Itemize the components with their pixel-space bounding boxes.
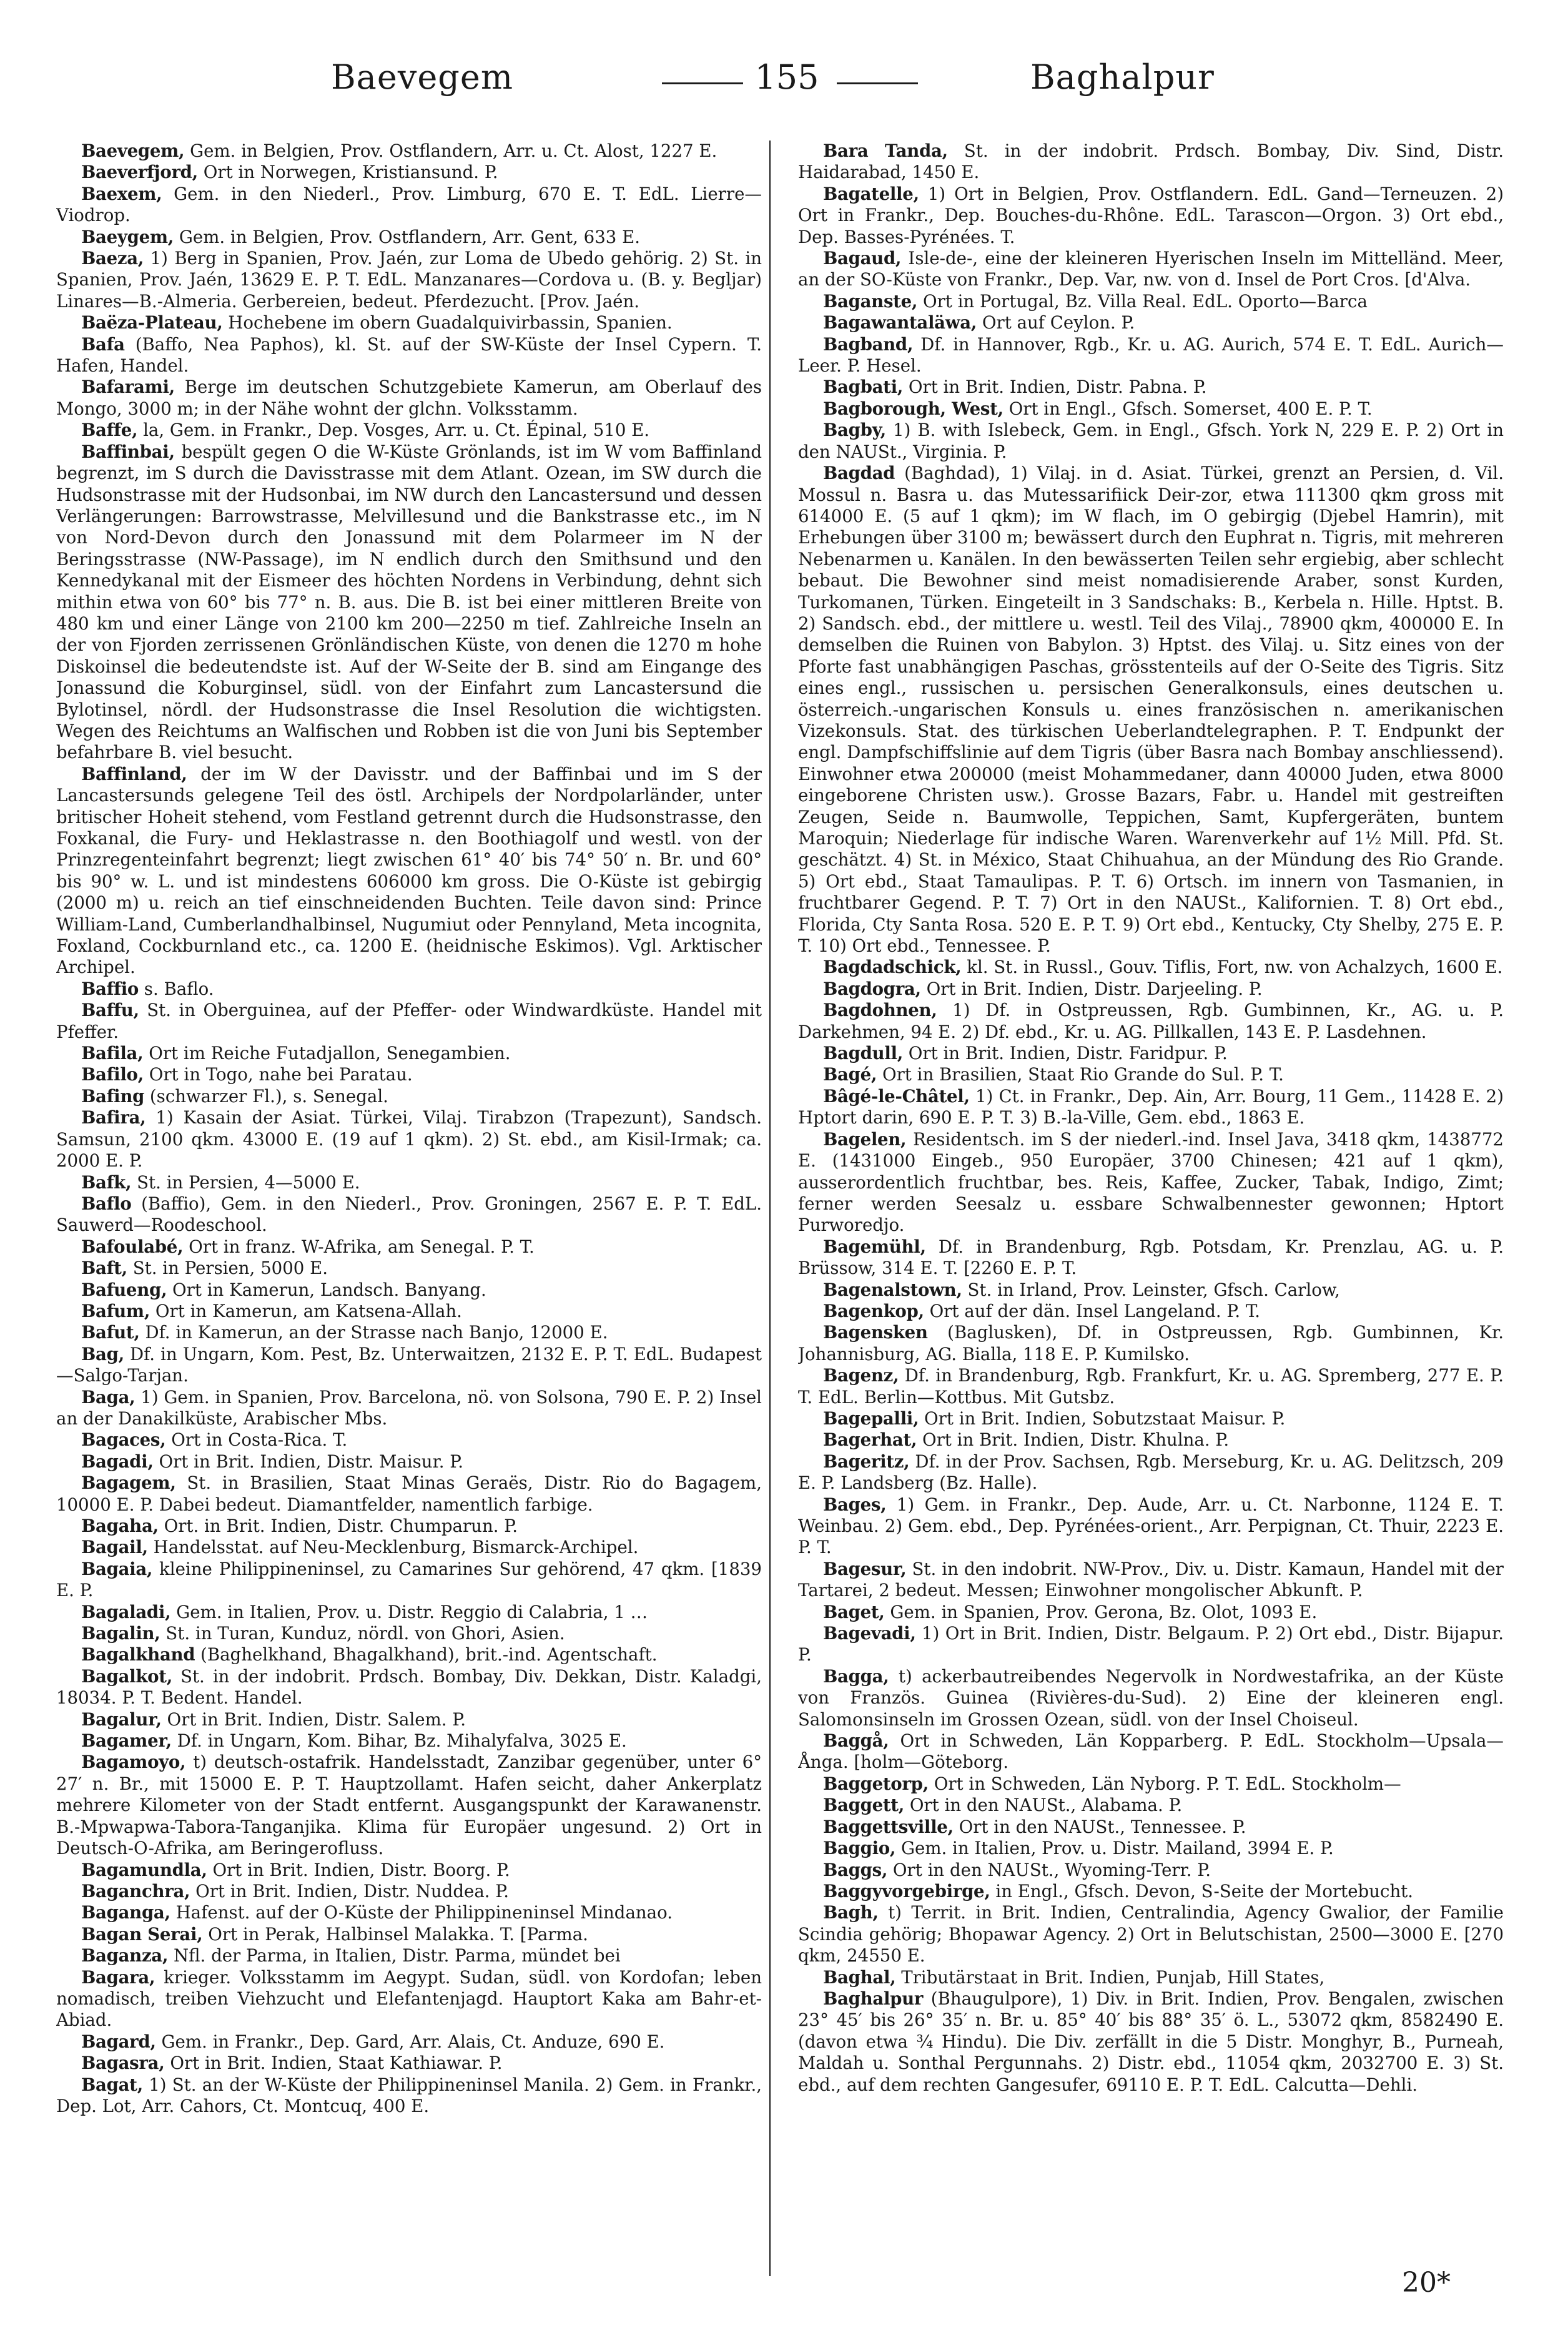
entry-headword: Bagband,: [823, 333, 914, 355]
dictionary-entry: [798, 1817, 1504, 1838]
entry-text: kl. St. in Russl., Gouv. Tiflis, Fort, nw. von Achalzych, 1600 E.: [961, 957, 1503, 978]
entry-headword: Baghalpur: [823, 1988, 924, 2009]
entry-text: (Bhaugulpore), 1) Div. in Brit. Indien, Prov. Bengalen, zwischen 23° 45′ bis 26° 35′ n. Br. u. 85° 40′ bis 88° 35′ ö. L., 53072 qkm, 8582490 E. (davon etwa ¾ Hindu). Die Div. zerfällt in die 5 Distr. Monghyr, B., Purneah, Maldah u. Sonthal Pergunnahs. 2) Distr. ebd., 11054 qkm, 2032700 E. 3) St. ebd., auf dem rechten Gangesufer, 69110 E. P. T. EdL. Calcutta—Dehli.: [798, 1988, 1504, 2095]
entry-headword: Bafum,: [81, 1300, 150, 1321]
entry-text: Ort auf der dän. Insel Langeland. P. T.: [924, 1300, 1261, 1321]
dictionary-entry: [56, 1881, 762, 1902]
entry-headword: Bageritz,: [823, 1451, 910, 1472]
entry-text: St. in der indobrit. Prdsch. Bombay, Div. Dekkan, Distr. Kaladgi, 18034. P. T. Bedent. Handel.: [56, 1665, 762, 1709]
entry-headword: Bagard,: [81, 2031, 156, 2052]
entry-text: Gem. in Belgien, Prov. Ostflandern, Arr. u. Ct. Alost, 1227 E.: [184, 141, 717, 161]
entry-text: 1) Berg in Spanien, Prov. Jaén, zur Loma de Ubedo gehörig. 2) St. in Spanien, Prov. Jaén, 13629 E. P. T. EdL. Manzanares—Cordova u. (B. y. Begljar) Linares—B.-Almeria. Gerbereien, bedeut. Pferdezucht. [Prov. Jaén.: [56, 248, 762, 312]
entry-text: Ort in franz. W-Afrika, am Senegal. P. T.: [183, 1236, 535, 1257]
dictionary-entry: [56, 764, 762, 979]
dictionary-entry: [56, 1043, 762, 1064]
dictionary-entry: [798, 248, 1504, 291]
entry-text: (Baffio), Gem. in den Niederl., Prov. Groningen, 2567 E. P. T. EdL. Sauwerd—Roodeschool.: [56, 1193, 762, 1236]
entry-headword: Bagawantaläwa,: [823, 312, 977, 333]
entry-text: Ort in Brit. Indien, Distr. Darjeeling. P.: [920, 978, 1263, 999]
signature-mark: 20*: [1402, 2267, 1451, 2299]
entry-headword: Bagdadschick,: [823, 957, 962, 978]
dictionary-entry: [798, 1236, 1504, 1280]
entry-headword: Baggett,: [823, 1795, 905, 1816]
entry-headword: Bagasra,: [81, 2053, 165, 2074]
dictionary-entry: [56, 1387, 762, 1430]
dictionary-entry: [56, 1967, 762, 2031]
dictionary-entry: [56, 162, 762, 183]
entry-text: (Baghdad), 1) Vilaj. in d. Asiat. Türkei, grenzt an Persien, d. Vil. Mossul n. Basra u. das Mutessarifiick Deir-zor, etwa 111300 qkm gross mit 614000 E. (5 auf 1 qkm); im W flach, im O gebirgig (Djebel Hamrin), mit Erhebungen über 3100 m; bewässert durch den Euphrat n. Tigris, mit mehreren Nebenarmen u. Kanälen. In den bewässerten Teilen sehr ergiebig, aber schlecht bebaut. Die Bewohner sind meist nomadisierende Araber, sonst Kurden, Turkomanen, Türken. Eingeteilt in 3 Sandschaks: B., Kerbela n. Hille. Hptst. B. 2) Sandsch. ebd., der mittlere u. westl. Teil des Vilaj., 78900 qkm, 400000 E. In demselben die Ruinen von Babylon. 3) Hptst. des Vilaj. u. Sitz eines von der Pforte fast unabhängigen Paschas, grösstenteils auf der O-Seite des Tigris. Sitz eines engl., russischen u. persischen Generalkonsuls, eines deutschen u. österreich.-ungarischen Konsuls u. eines französischen n. amerikanischen Vizekonsuls. Stat. des türkischen Ueberlandtelegraphen. P. T. Endpunkt der engl. Dampfschiffslinie auf dem Tigris (über Basra nach Bombay anschliessend). Einwohner etwa 200000 (meist Mohammedaner, dann 40000 Juden, etwa 8000 eingeborene Christen usw.). Grosse Bazars, Fabr. u. Handel mit gestreiften Zeugen, Seide n. Baumwolle, Teppichen, Samt, Kupfergeräten, buntem Maroquin; Niederlage für indische Waren. Warenverkehr auf 1½ Mill. Pfd. St. geschätzt. 4) St. in México, Staat Chihuahua, an der Mündung des Rio Grande. 5) Ort ebd., Staat Tamaulipas. P. T. 6) Ortsch. im innern von Tasmanien, in fruchtbarer Gegend. P. T. 7) Ort in den NAUSt., Kalifornien. T. 8) Ort ebd., Florida, Cty Santa Rosa. 520 E. P. T. 9) Ort ebd., Kentucky, Cty Shelby, 275 E. P. T. 10) Ort ebd., Tennessee. P.: [798, 463, 1504, 957]
entry-headword: Baëza-Plateau,: [81, 312, 223, 333]
dictionary-entry: [798, 957, 1504, 978]
dictionary-entry: [798, 1086, 1504, 1129]
entry-text: Gem. in Spanien, Prov. Gerona, Bz. Olot, 1093 E.: [884, 1601, 1318, 1622]
dictionary-entry: [56, 1537, 762, 1558]
entry-headword: Baghal,: [823, 1966, 896, 1988]
entry-headword: Bagdull,: [823, 1043, 904, 1064]
entry-text: Tributärstaat in Brit. Indien, Punjab, Hill States,: [895, 1966, 1325, 1988]
entry-headword: Baganchra,: [81, 1880, 190, 1901]
entry-headword: Bagelen,: [823, 1128, 907, 1150]
entry-text: St. in den indobrit. NW-Prov., Div. u. Distr. Kamaun, Handel mit der Tartarei, 2 bedeut. Messen; Einwohner mongolischer Abkunft. P.: [798, 1558, 1504, 1601]
entry-text: Ort in Norwegen, Kristiansund. P.: [197, 162, 498, 183]
entry-headword: Baeza,: [81, 248, 144, 269]
running-head-rule-right: [837, 82, 918, 84]
entry-headword: Bagaladi,: [81, 1601, 171, 1622]
dictionary-entry: [56, 1344, 762, 1387]
dictionary-entry: [56, 141, 762, 162]
entry-headword: Bagh,: [823, 1902, 879, 1923]
entry-text: Berge im deutschen Schutzgebiete Kamerun, am Oberlauf des Mongo, 3000 m; in der Nähe wohnt der glchn. Volksstamm.: [56, 377, 762, 419]
entry-headword: Baexem,: [81, 183, 162, 204]
entry-text: Ort in Perak, Halbinsel Malakka. T. [Parma.: [202, 1923, 588, 1945]
dictionary-entry: [798, 1408, 1504, 1429]
entry-headword: Bagail,: [81, 1537, 148, 1558]
entry-headword: Bagamundla,: [81, 1859, 207, 1880]
dictionary-entry: [56, 1602, 762, 1623]
dictionary-entry: [56, 420, 762, 441]
entry-headword: Baget,: [823, 1601, 885, 1622]
entry-headword: Bara Tanda,: [823, 141, 948, 161]
entry-text: Gem. in Italien, Prov. u. Distr. Reggio di Calabria, 1 …: [170, 1601, 648, 1622]
dictionary-entry: [56, 1902, 762, 1923]
entry-text: Ort in Brit. Indien, Sobutzstaat Maisur. P.: [919, 1408, 1286, 1429]
entry-headword: Bafa: [81, 333, 125, 355]
right-column: [798, 141, 1504, 2289]
dictionary-entry: [56, 1623, 762, 1644]
entry-headword: Bagalkot,: [81, 1665, 173, 1687]
entry-headword: Bagaha,: [81, 1516, 159, 1536]
dictionary-entry: [56, 2031, 762, 2053]
entry-text: Ort in Brit. Indien, Distr. Faridpur. P.: [903, 1043, 1228, 1064]
entry-text: 1) Df. in Ostpreussen, Rgb. Gumbinnen, Kr., AG. u. P. Darkehmen, 94 E. 2) Df. ebd., Kr. u. AG. Pillkallen, 143 E. P. Lasdehnen.: [798, 1000, 1504, 1042]
entry-headword: Bagagem,: [81, 1472, 176, 1494]
entry-text: la, Gem. in Frankr., Dep. Vosges, Arr. u. Ct. Épinal, 510 E.: [137, 420, 650, 441]
dictionary-entry: [56, 1236, 762, 1258]
dictionary-entry: [798, 1494, 1504, 1559]
dictionary-entry: [56, 1709, 762, 1730]
entry-text: Hochebene im obern Guadalquivirbassin, Spanien.: [222, 312, 673, 333]
entry-text: Ort im Reiche Futadjallon, Senegambien.: [143, 1043, 511, 1064]
dictionary-entry: [56, 1301, 762, 1322]
entry-headword: Baflo: [81, 1193, 132, 1214]
entry-text: t) ackerbautreibendes Negervolk in Nordwestafrika, an der Küste von Französ. Guinea (Rivières-du-Sud). 2) Eine der kleineren engl. Salomonsinseln im Grossen Ozean, südl. von der Insel Choiseul.: [798, 1665, 1504, 1730]
dictionary-entry: [56, 1064, 762, 1085]
dictionary-entry: [798, 398, 1504, 420]
entry-headword: Bagga,: [823, 1665, 889, 1687]
entry-text: krieger. Volksstamm im Aegypt. Sudan, südl. von Kordofan; leben nomadisch, treiben Viehzucht und Elefantenjagd. Hauptort Kaka am Bahr-et-Abiad.: [56, 1966, 762, 2031]
dictionary-entry: [56, 1945, 762, 1966]
entry-text: Hafenst. auf der O-Küste der Philippineninsel Mindanao.: [170, 1902, 673, 1923]
entry-text: 1) Kasain der Asiat. Türkei, Vilaj. Tirabzon (Trapezunt), Sandsch. Samsun, 2100 qkm. 43000 E. (19 auf 1 qkm). 2) St. ebd., am Kisil-Irmak; ca. 2000 E. P.: [56, 1107, 762, 1171]
entry-text: Gem. in Belgien, Prov. Ostflandern, Arr. Gent, 633 E.: [174, 226, 641, 247]
entry-text: St. in Oberguinea, auf der Pfeffer- oder Windwardküste. Handel mit Pfeffer.: [56, 1000, 762, 1042]
entry-headword: Bagdohnen,: [823, 1000, 937, 1021]
entry-headword: Bagaces,: [81, 1429, 166, 1451]
entry-headword: Baffe,: [81, 420, 138, 441]
dictionary-entry: [798, 1967, 1504, 1988]
entry-text: St. in Irland, Prov. Leinster, Gfsch. Carlow,: [962, 1279, 1340, 1300]
entry-headword: Baggettsville,: [823, 1816, 954, 1837]
entry-headword: Bafut,: [81, 1322, 140, 1343]
dictionary-entry: [56, 1000, 762, 1043]
entry-text: Df. in Brandenburg, Rgb. Frankfurt, Kr. u. AG. Spremberg, 277 E. P. T. EdL. Berlin—Kottbus. Mit Gutsbz.: [798, 1365, 1504, 1408]
entry-text: 1) Ort in Belgien, Prov. Ostflandern. EdL. Gand—Terneuzen. 2) Ort in Frankr., Dep. Bouches-du-Rhône. EdL. Tarascon—Orgon. 3) Ort ebd., Dep. Basses-Pyrénées. T.: [798, 183, 1504, 247]
entry-text: St. in der indobrit. Prdsch. Bombay, Div. Sind, Distr. Haidarabad, 1450 E.: [798, 141, 1504, 183]
entry-text: Ort auf Ceylon. P.: [977, 312, 1135, 333]
entry-headword: Bagdogra,: [823, 978, 921, 999]
dictionary-entry: [798, 1602, 1504, 1623]
dictionary-entry: [56, 1258, 762, 1279]
entry-text: 1) St. an der W-Küste der Philippineninsel Manila. 2) Gem. in Frankr., Dep. Lot, Arr. Cahors, Ct. Montcuq, 400 E.: [56, 2074, 762, 2116]
dictionary-entry: [798, 1429, 1504, 1451]
dictionary-entry: [798, 1988, 1504, 2096]
dictionary-entry: [798, 1838, 1504, 1859]
entry-headword: Baganga,: [81, 1902, 170, 1923]
entry-text: Ort in den NAUSt., Alabama. P.: [904, 1795, 1183, 1816]
entry-text: Ort in Brit. Indien, Distr. Boorg. P.: [207, 1859, 510, 1880]
entry-text: Ort in Brit. Indien, Distr. Salem. P.: [161, 1709, 466, 1730]
entry-text: 1) Gem. in Spanien, Prov. Barcelona, nö. von Solsona, 790 E. P. 2) Insel an der Danakilküste, Arabischer Mbs.: [56, 1386, 762, 1429]
entry-headword: Bagatelle,: [823, 183, 919, 204]
entry-text: in Engl., Gfsch. Devon, S-Seite der Mortebucht.: [990, 1880, 1414, 1901]
entry-text: Ort in Engl., Gfsch. Somerset, 400 E. P. T.: [1003, 398, 1373, 419]
entry-text: Ort in Portugal, Bz. Villa Real. EdL. Oporto—Barca: [917, 290, 1368, 312]
entry-text: Ort in Brit. Indien, Distr. Maisur. P.: [153, 1451, 464, 1472]
entry-headword: Baeverfjord,: [81, 162, 198, 183]
entry-text: Ort in Schweden, Län Kopparberg. P. EdL. Stockholm—Upsala—Ånga. [holm—Göteborg.: [798, 1730, 1504, 1773]
entry-headword: Bagbati,: [823, 377, 904, 398]
entry-headword: Bages,: [823, 1494, 887, 1515]
running-head-first-entry: Baevegem: [331, 57, 514, 97]
entry-text: Df. in Kamerun, an der Strasse nach Banjo, 12000 E.: [139, 1322, 608, 1343]
entry-text: Handelsstat. auf Neu-Mecklenburg, Bismarck-Archipel.: [147, 1537, 639, 1558]
entry-headword: Bagevadi,: [823, 1623, 916, 1644]
entry-text: Ort in Kamerun, am Katsena-Allah.: [150, 1300, 462, 1321]
entry-text: Ort in Kamerun, Landsch. Banyang.: [167, 1279, 486, 1300]
dictionary-entry: [798, 1129, 1504, 1236]
entry-text: Ort in Brit. Indien, Distr. Nuddea. P.: [190, 1880, 510, 1901]
dictionary-entry: [798, 1280, 1504, 1301]
entry-text: Df. in Brandenburg, Rgb. Potsdam, Kr. Prenzlau, AG. u. P. Brüssow, 314 E. T. [2260 E. P. T.: [798, 1236, 1504, 1279]
dictionary-entry: [56, 248, 762, 312]
entry-text: 1) B. with Islebeck, Gem. in Engl., Gfsch. York N, 229 E. P. 2) Ort in den NAUSt., Virginia. P.: [798, 420, 1504, 462]
dictionary-entry: [798, 1730, 1504, 1773]
entry-headword: Bagat,: [81, 2074, 143, 2095]
dictionary-entry: [798, 1860, 1504, 1881]
entry-text: Df. in Hannover, Rgb., Kr. u. AG. Aurich, 574 E. T. EdL. Aurich—Leer. P. Hesel.: [798, 333, 1504, 377]
entry-text: 1) Ort in Brit. Indien, Distr. Belgaum. P. 2) Ort ebd., Distr. Bijapur. P.: [798, 1623, 1504, 1665]
entry-headword: Baffinbai,: [81, 441, 175, 462]
dictionary-entry: [798, 420, 1504, 463]
entry-headword: Bagensken: [823, 1322, 928, 1343]
entry-text: t) deutsch-ostafrik. Handelsstadt, Zanzibar gegenüber, unter 6° 27′ n. Br., mit 15000 E. P. T. Hauptzollamt. Hafen seicht, daher Ankerplatz mehrere Kilometer von der Stadt entfernt. Ausgangspunkt der Karawanenstr. B.-Mpwapwa-Tabora-Tanganjika. Klima für Europäer ungesund. 2) Ort in Deutsch-O-Afrika, am Beringerofluss.: [56, 1752, 762, 1859]
entry-headword: Bagadi,: [81, 1451, 154, 1472]
dictionary-entry: [56, 1559, 762, 1602]
entry-headword: Bâgé-le-Châtel,: [823, 1085, 970, 1107]
dictionary-entry: [56, 377, 762, 420]
dictionary-entry: [56, 979, 762, 1000]
dictionary-entry: [798, 1666, 1504, 1730]
page-number: 155: [754, 57, 819, 97]
entry-headword: Baeygem,: [81, 226, 174, 247]
entry-text: bespült gegen O die W-Küste Grönlands, ist im W vom Baffinland begrenzt, im S durch die Davisstrasse mit dem Atlant. Ozean, im SW durch die Hudsonstrasse mit der Hudsonbai, im NW durch den Lancastersund und dessen Verlängerungen: Barrowstrasse, Melvillesund und die Bankstrasse etc., im N von Nord-Devon durch den Jonassund mit dem Polarmeer im N der Beringsstrasse (NW-Passage), im N endlich durch den Smithsund und den Kennedykanal mit der Eismeer des höchten Nordens in Verbindung, dehnt sich mithin etwa von 60° bis 77° n. B. aus. Die B. ist bei einer mittleren Breite von 480 km und einer Länge von 2100 km 200—2250 m tief. Zahlreiche Inseln an der von Fjorden zerrissenen Grönländischen Küste, von denen die 1270 m hohe Diskoinsel die bedeutendste ist. Auf der W-Seite der B. sind am Eingange des Jonassund die Koburginsel, südl. von der Einfahrt zum Lancastersund die Bylotinsel, nördl. der Hudsonstrasse die Insel Resolution die wichtigsten. Wegen des Reichtums an Walfischen und Robben ist die von Juni bis September befahrbare B. viel besucht.: [56, 441, 762, 763]
dictionary-entry: [56, 1860, 762, 1881]
entry-headword: Bagepalli,: [823, 1408, 919, 1429]
entry-headword: Bagalin,: [81, 1623, 160, 1644]
dictionary-entry: [56, 1730, 762, 1752]
entry-headword: Baggs,: [823, 1859, 888, 1880]
entry-headword: Bafing: [81, 1085, 145, 1107]
dictionary-entry: [56, 1107, 762, 1171]
entry-headword: Baevegem,: [81, 141, 185, 161]
entry-text: Df. in der Prov. Sachsen, Rgb. Merseburg, Kr. u. AG. Delitzsch, 209 E. P. Landsberg (Bz. Halle).: [798, 1451, 1504, 1494]
entry-text: Residentsch. im S der niederl.-ind. Insel Java, 3418 qkm, 1438772 E. (1431000 Eingeb., 950 Europäer, 3700 Chinesen; 421 auf 1 qkm), ausserordentlich fruchtbar, bes. Reis, Kaffee, Zucker, Tabak, Indigo, Zimt; ferner werden Seesalz u. essbare Schwalbennester gewonnen; Hptort Purworedjo.: [798, 1128, 1504, 1236]
dictionary-entry: [56, 441, 762, 764]
entry-headword: Baffu,: [81, 1000, 139, 1021]
dictionary-entry: [56, 1644, 762, 1665]
dictionary-entry: [798, 141, 1504, 184]
dictionary-entry: [798, 1902, 1504, 1966]
entry-headword: Bagenz,: [823, 1365, 899, 1386]
dictionary-entry: [56, 184, 762, 227]
entry-text: Ort in den NAUSt., Tennessee. P.: [953, 1816, 1246, 1837]
dictionary-entry: [798, 1043, 1504, 1064]
entry-headword: Baggyvorgebirge,: [823, 1880, 990, 1901]
entry-text: Gem. in Frankr., Dep. Gard, Arr. Alais, Ct. Anduze, 690 E.: [155, 2031, 665, 2052]
dictionary-entry: [798, 1795, 1504, 1816]
dictionary-entry: [798, 312, 1504, 333]
entry-headword: Bagé,: [823, 1064, 877, 1085]
entry-headword: Bagalur,: [81, 1709, 162, 1730]
dictionary-entry: [798, 1451, 1504, 1494]
entry-headword: Baggå,: [823, 1730, 889, 1752]
entry-headword: Bagborough, West,: [823, 398, 1003, 419]
dictionary-entry: [798, 291, 1504, 312]
entry-text: Ort in den NAUSt., Wyoming-Terr. P.: [887, 1859, 1211, 1880]
entry-text: Ort in Brit. Indien, Distr. Pabna. P.: [903, 377, 1207, 398]
entry-headword: Baffio: [81, 978, 139, 999]
dictionary-entry: [798, 463, 1504, 957]
dictionary-entry: [798, 1322, 1504, 1365]
entry-headword: Bafarami,: [81, 377, 175, 398]
entry-headword: Bagemühl,: [823, 1236, 926, 1257]
entry-headword: Bafilo,: [81, 1064, 144, 1085]
entry-text: der im W der Davisstr. und der Baffinbai und im S der Lancastersunds gelegene Teil des östl. Archipels der Nordpolarländer, unter britischer Hoheit stehend, vom Festland getrennt durch die Hudsonstrasse, den Foxkanal, die Fury- und Heklastrasse n. den Boothiagolf und westl. von der Prinzregenteinfahrt begrenzt; liegt zwischen 61° 40′ bis 74° 50′ n. Br. und 60° bis 90° w. L. und ist mindestens 606000 km gross. Die O-Küste ist gebirgig (2000 m) u. reich an tief einschneidenden Buchten. Teile davon sind: Prince William-Land, Cumberlandhalbinsel, Nugumiut oder Pennyland, Meta incognita, Foxland, Cockburnland etc., ca. 1200 E. (heidnische Eskimos). Vgl. Arktischer Archipel.: [56, 763, 762, 978]
entry-text: Ort. in Brit. Indien, Distr. Chumparun. P.: [158, 1516, 518, 1536]
entry-text: 1) Ct. in Frankr., Dep. Ain, Arr. Bourg, 11 Gem., 11428 E. 2) Hptort darin, 690 E. P. T. 3) B.-la-Ville, Gem. ebd., 1863 E.: [798, 1085, 1504, 1128]
entry-text: St. in Persien, 4—5000 E.: [131, 1171, 360, 1193]
dictionary-entry: [798, 1064, 1504, 1085]
dictionary-entry: [56, 1472, 762, 1516]
entry-text: Ort in Togo, nahe bei Paratau.: [143, 1064, 413, 1085]
dictionary-entry: [798, 1623, 1504, 1666]
entry-headword: Baga,: [81, 1386, 136, 1408]
entry-headword: Bagerhat,: [823, 1429, 917, 1451]
entry-headword: Baganste,: [823, 290, 918, 312]
entry-headword: Bagaud,: [823, 248, 902, 269]
running-head-last-entry: Baghalpur: [1030, 57, 1215, 97]
entry-headword: Bagby,: [823, 420, 886, 441]
dictionary-entry: [56, 1451, 762, 1472]
entry-text: (Baglusken), Df. in Ostpreussen, Rgb. Gumbinnen, Kr. Johannisburg, AG. Bialla, 118 E. P. Kumilsko.: [798, 1322, 1504, 1364]
entry-text: St. in Persien, 5000 E.: [127, 1258, 328, 1279]
dictionary-entry: [56, 1322, 762, 1343]
entry-headword: Bagenalstown,: [823, 1279, 962, 1300]
entry-headword: Bafila,: [81, 1043, 144, 1064]
entry-headword: Baggio,: [823, 1838, 896, 1859]
entry-headword: Bagaia,: [81, 1558, 153, 1579]
entry-text: s. Baflo.: [139, 978, 214, 999]
entry-headword: Bagamoyo,: [81, 1752, 186, 1773]
dictionary-entry: [56, 1086, 762, 1107]
entry-text: t) Territ. in Brit. Indien, Centralindia, Agency Gwalior, der Familie Scindia gehörig; Bhopawar Agency. 2) Ort in Belutschistan, 2500—3000 E. [270 qkm, 24550 E.: [798, 1902, 1504, 1966]
dictionary-entry: [798, 1559, 1504, 1602]
entry-text: St. in Turan, Kunduz, nördl. von Ghori, Asien.: [160, 1623, 565, 1644]
dictionary-entry: [56, 227, 762, 248]
dictionary-entry: [798, 184, 1504, 248]
column-divider: [769, 141, 771, 2276]
entry-headword: Bafk,: [81, 1171, 132, 1193]
entry-text: Ort in Brit. Indien, Staat Kathiawar. P.: [164, 2053, 503, 2074]
dictionary-entry: [56, 2074, 762, 2118]
dictionary-entry: [798, 1000, 1504, 1043]
dictionary-entry: [56, 1429, 762, 1451]
entry-text: Ort in Costa-Rica. T.: [165, 1429, 348, 1451]
entry-text: (Baffo, Nea Paphos), kl. St. auf der SW-Küste der Insel Cypern. T. Hafen, Handel.: [56, 333, 762, 377]
running-head: [0, 57, 1568, 107]
dictionary-entry: [798, 1365, 1504, 1408]
dictionary-entry: [56, 1516, 762, 1537]
entry-text: St. in Brasilien, Staat Minas Geraës, Distr. Rio do Bagagem, 10000 E. P. Dabei bedeut. Diamantfelder, namentlich farbige.: [56, 1472, 762, 1515]
entry-text: Gem. in den Niederl., Prov. Limburg, 670 E. T. EdL. Lierre—Viodrop.: [56, 183, 762, 226]
entry-headword: Baffinland,: [81, 763, 187, 784]
dictionary-entry: [56, 1280, 762, 1301]
dictionary-entry: [798, 334, 1504, 377]
entry-text: Ort in Schweden, Län Nyborg. P. T. EdL. Stockholm—: [928, 1773, 1401, 1794]
dictionary-entry: [56, 1172, 762, 1193]
entry-headword: Bagesur,: [823, 1558, 907, 1579]
dictionary-entry: [56, 2053, 762, 2074]
entry-headword: Bagenkop,: [823, 1300, 924, 1321]
entry-headword: Bagamer,: [81, 1730, 172, 1752]
entry-headword: Bagan Serai,: [81, 1923, 203, 1945]
entry-text: Gem. in Italien, Prov. u. Distr. Mailand, 3994 E. P.: [895, 1838, 1334, 1859]
entry-text: 1) Gem. in Frankr., Dep. Aude, Arr. u. Ct. Narbonne, 1124 E. T. Weinbau. 2) Gem. ebd., Dep. Pyrénées-orient., Arr. Perpignan, Ct. Thuir, 2223 E. P. T.: [798, 1494, 1504, 1558]
entry-headword: Bagalkhand: [81, 1644, 195, 1665]
entry-text: Nfl. der Parma, in Italien, Distr. Parma, mündet bei: [168, 1945, 621, 1966]
entry-text: (Baghelkhand, Bhagalkhand), brit.-ind. Agentschaft.: [195, 1644, 658, 1665]
entry-text: (schwarzer Fl.), s. Senegal.: [144, 1085, 388, 1107]
entry-headword: Bagara,: [81, 1966, 155, 1988]
dictionary-entry: [56, 334, 762, 377]
dictionary-entry: [798, 1881, 1504, 1902]
entry-text: Df. in Ungarn, Kom. Bihar, Bz. Mihalyfalva, 3025 E.: [171, 1730, 627, 1752]
entry-headword: Bag,: [81, 1343, 124, 1364]
dictionary-entry: [798, 1301, 1504, 1322]
entry-headword: Bafueng,: [81, 1279, 167, 1300]
entry-headword: Baganza,: [81, 1945, 169, 1966]
entry-text: Df. in Ungarn, Kom. Pest, Bz. Unterwaitzen, 2132 E. P. T. EdL. Budapest—Salgo-Tarjan.: [56, 1343, 762, 1386]
dictionary-entry: [56, 1924, 762, 1945]
entry-text: Ort in Brit. Indien, Distr. Khulna. P.: [917, 1429, 1230, 1451]
dictionary-entry: [798, 377, 1504, 398]
entry-text: Isle-de-, eine der kleineren Hyerischen Inseln im Mittelländ. Meer, an der SO-Küste von Frankr., Dep. Var, nw. von d. Insel de Port Cros. [d'Alva.: [798, 248, 1504, 290]
dictionary-entry: [56, 1752, 762, 1859]
entry-headword: Bagdad: [823, 463, 895, 484]
entry-headword: Baggetorp,: [823, 1773, 929, 1794]
dictionary-entry: [798, 979, 1504, 1000]
entry-headword: Bafoulabé,: [81, 1236, 184, 1257]
entry-text: kleine Philippineninsel, zu Camarines Sur gehörend, 47 qkm. [1839 E. P.: [56, 1558, 762, 1601]
entry-headword: Bafira,: [81, 1107, 146, 1128]
dictionary-entry: [56, 1193, 762, 1236]
entry-headword: Baft,: [81, 1258, 127, 1279]
entry-text: Ort in Brasilien, Staat Rio Grande do Sul. P. T.: [877, 1064, 1284, 1085]
left-column: [56, 141, 762, 2289]
dictionary-entry: [56, 1666, 762, 1709]
dictionary-entry: [798, 1773, 1504, 1795]
dictionary-entry: [56, 312, 762, 333]
